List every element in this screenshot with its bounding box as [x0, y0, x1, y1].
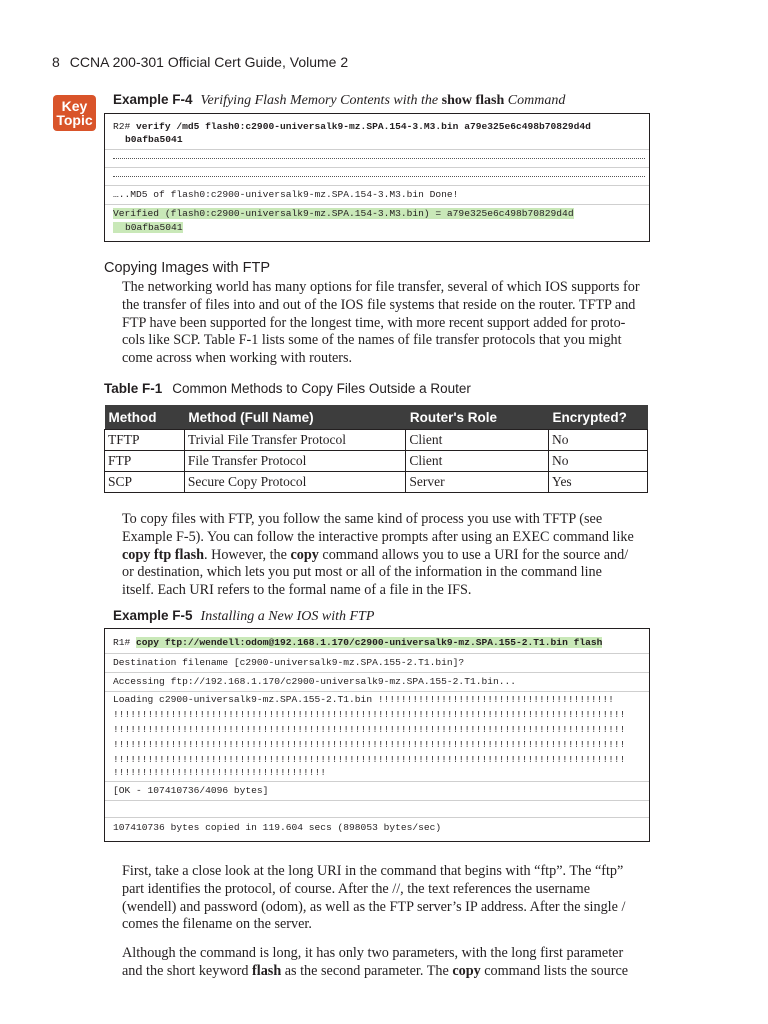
page-number: 8 [52, 54, 60, 70]
code-line-progress-end: !!!!!!!!!!!!!!!!!!!!!!!!!!!!!!!!!!!!! [113, 767, 327, 778]
row-separator [105, 204, 649, 205]
key-topic-line1: Key [61, 98, 88, 114]
row-separator [105, 691, 649, 692]
verified-highlight: Verified (flash0:c2900-universalk9-mz.SPA.154-3.M3.bin) = a79e325e6c498b70829d4d [113, 208, 574, 219]
table-cell: TFTP [105, 430, 185, 451]
paragraph-line: cols like SCP. Table F-1 lists some of the names of file transfer protocols that you might [122, 332, 622, 349]
column-header: Method [105, 405, 185, 430]
cli-prompt: R2# [113, 121, 137, 132]
key-topic-badge [53, 95, 96, 131]
table-cell: Trivial File Transfer Protocol [184, 430, 405, 451]
paragraph-line: (wendell) and password (odom), as well as the FTP server’s IP address. After the single / [122, 898, 626, 915]
code-line-progress: !!!!!!!!!!!!!!!!!!!!!!!!!!!!!!!!!!!!!!!!!!!!!!!!!!!!!!!!!!!!!!!!!!!!!!!!!!!!!!!!!!!!!!!!! [113, 739, 626, 750]
key-topic-line2: Topic [56, 112, 93, 128]
running-header [52, 54, 348, 70]
example-title-text: Verifying Flash Memory Contents with the [200, 93, 442, 108]
paragraph-line: First, take a close look at the long URI in the command that begins with “ftp”. The “ftp” [122, 863, 624, 879]
example-f4-title [113, 92, 565, 109]
inline-command: copy [452, 962, 481, 979]
row-separator [105, 781, 649, 782]
table-cell: Server [406, 472, 549, 493]
example-title-text: Installing a New IOS with FTP [200, 609, 375, 624]
paragraph-line [122, 963, 646, 981]
example-f5-code-box [104, 628, 650, 842]
code-line-progress: !!!!!!!!!!!!!!!!!!!!!!!!!!!!!!!!!!!!!!!!!!!!!!!!!!!!!!!!!!!!!!!!!!!!!!!!!!!!!!!!!!!!!!!!! [113, 724, 626, 735]
paragraph-text: command lists the source [480, 962, 629, 979]
row-separator [105, 149, 649, 150]
paragraph-line: Example F-5). You can follow the interactive prompts after using an EXEC command like [122, 528, 634, 545]
paragraph-parameters [122, 945, 646, 981]
inline-command: flash [252, 962, 282, 979]
column-header: Method (Full Name) [184, 405, 405, 430]
table-label: Table F-1 [104, 381, 163, 396]
book-title: CCNA 200-301 Official Cert Guide, Volume 2 [69, 54, 349, 70]
paragraph-line: Although the command is long, it has only two parameters, with the long first parameter [122, 945, 624, 961]
paragraph-line: part identifies the protocol, of course. After the //, the text references the username [122, 880, 590, 897]
paragraph-line: come across when working with routers. [122, 350, 353, 367]
row-separator [105, 817, 649, 818]
code-line-ok: [OK - 107410736/4096 bytes] [113, 785, 269, 796]
code-line-command-cont [125, 134, 183, 146]
paragraph-line [122, 547, 646, 565]
table-cell: File Transfer Protocol [184, 451, 405, 472]
section-heading: Copying Images with FTP [104, 260, 271, 276]
paragraph-copy-ftp [122, 511, 646, 600]
paragraph-line: To copy files with FTP, you follow the same kind of process you use with TFTP (see [122, 511, 603, 527]
row-separator [105, 653, 649, 654]
code-line-accessing: Accessing ftp://192.168.1.170/c2900-universalk9-mz.SPA.155-2.T1.bin... [113, 676, 517, 687]
table-row [105, 472, 648, 493]
row-separator [105, 800, 649, 801]
progress-dots-row [113, 158, 645, 159]
table-cell: FTP [105, 451, 185, 472]
paragraph-text: command allows you to use a URI for the source and/ [318, 546, 629, 563]
progress-dots-row [113, 176, 645, 177]
paragraph-text: as the second parameter. The [281, 962, 453, 979]
table-row [105, 451, 648, 472]
code-line-command [113, 121, 591, 133]
cli-prompt: R1# [113, 637, 137, 648]
table-cell: Client [406, 430, 549, 451]
cli-command-continued: b0afba5041 [125, 134, 183, 145]
code-line-loading: Loading c2900-universalk9-mz.SPA.155-2.T1.bin !!!!!!!!!!!!!!!!!!!!!!!!!!!!!!!!!!!!!!!!! [113, 694, 614, 705]
row-separator [105, 672, 649, 673]
paragraph-line: FTP have been supported for the longest time, with more recent support added for proto- [122, 314, 626, 331]
verified-highlight-cont: b0afba5041 [113, 222, 183, 233]
code-line-progress: !!!!!!!!!!!!!!!!!!!!!!!!!!!!!!!!!!!!!!!!!!!!!!!!!!!!!!!!!!!!!!!!!!!!!!!!!!!!!!!!!!!!!!!!! [113, 754, 626, 765]
example-title-command: show flash [441, 93, 505, 108]
table-cell: SCP [105, 472, 185, 493]
paragraph-line: comes the filename on the server. [122, 916, 312, 933]
paragraph-line: the transfer of files into and out of the IOS file systems that reside on the router. TFTP and [122, 296, 636, 313]
table-cell: Secure Copy Protocol [184, 472, 405, 493]
table-cell: Client [406, 451, 549, 472]
example-f4-code-box [104, 113, 650, 242]
column-header: Encrypted? [549, 405, 648, 430]
code-line-command [113, 637, 602, 649]
table-caption: Common Methods to Copy Files Outside a Router [172, 381, 471, 396]
example-label: Example F-5 [113, 608, 193, 623]
table-cell: No [549, 430, 648, 451]
code-line-progress: !!!!!!!!!!!!!!!!!!!!!!!!!!!!!!!!!!!!!!!!!!!!!!!!!!!!!!!!!!!!!!!!!!!!!!!!!!!!!!!!!!!!!!!!! [113, 709, 626, 720]
example-title-text-end: Command [504, 93, 566, 108]
paragraph-line: itself. Each URI refers to the formal name of a file in the IFS. [122, 582, 472, 599]
paragraph-text: . However, the [203, 546, 291, 563]
cli-command-highlight: copy ftp://wendell:odom@192.168.1.170/c2900-universalk9-mz.SPA.155-2.T1.bin flash [136, 637, 603, 648]
paragraph-line: or destination, which lets you put most or all of the information in the command line [122, 564, 602, 581]
paragraph-line: The networking world has many options for file transfer, several of which IOS supports for [122, 279, 640, 295]
code-line-done: …..MD5 of flash0:c2900-universalk9-mz.SPA.154-3.M3.bin Done! [113, 189, 459, 200]
example-label: Example F-4 [113, 92, 193, 107]
table-f1-title [104, 381, 471, 396]
paragraph-text: and the short keyword [122, 962, 253, 979]
table-row [105, 430, 648, 451]
inline-command: copy ftp flash [122, 546, 204, 563]
paragraph-ftp-intro [122, 279, 646, 368]
code-line-verified [113, 208, 574, 220]
inline-command: copy [290, 546, 319, 563]
code-line-verified-cont [113, 222, 183, 234]
table-cell: Yes [549, 472, 648, 493]
paragraph-uri-explained [122, 863, 646, 934]
column-header: Router's Role [406, 405, 549, 430]
table-header-row [105, 405, 648, 430]
cli-command: verify /md5 flash0:c2900-universalk9-mz.SPA.154-3.M3.bin a79e325e6c498b70829d4d [136, 121, 591, 132]
row-separator [105, 167, 649, 168]
code-line-destination: Destination filename [c2900-universalk9-mz.SPA.155-2.T1.bin]? [113, 657, 465, 668]
file-transfer-methods-table [104, 405, 648, 493]
row-separator [105, 185, 649, 186]
table-cell: No [549, 451, 648, 472]
code-line-copied: 107410736 bytes copied in 119.604 secs (898053 bytes/sec) [113, 822, 442, 833]
example-f5-title [113, 608, 374, 625]
